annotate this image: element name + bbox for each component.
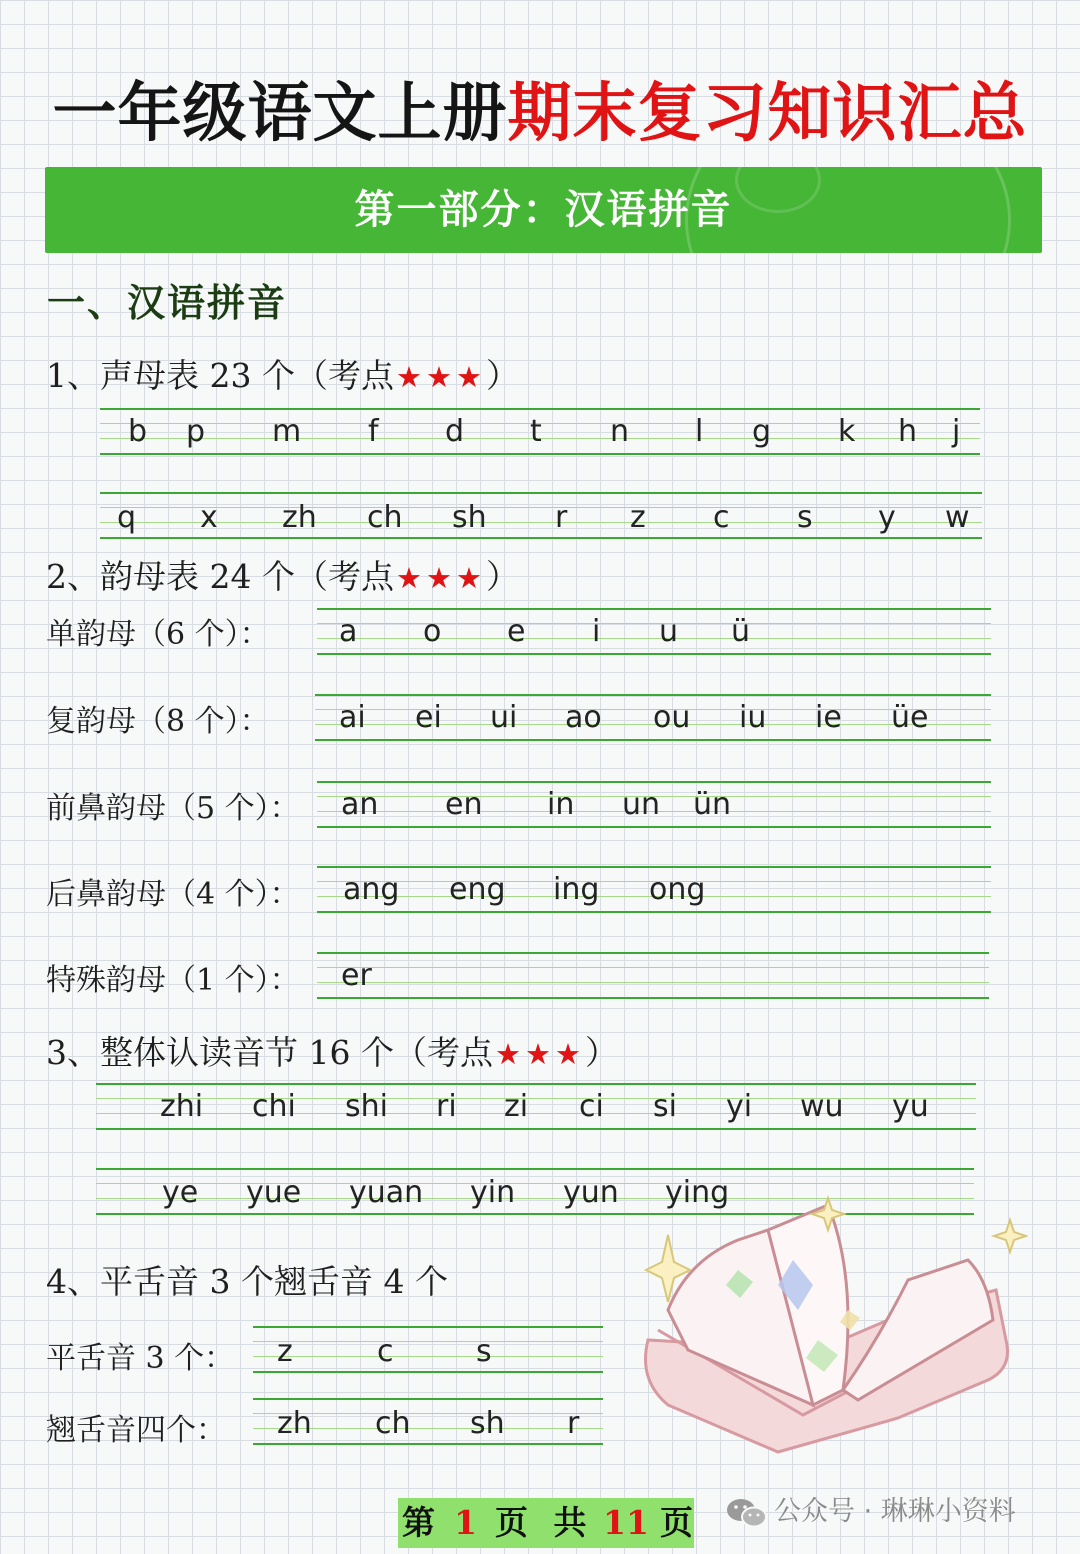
pinyin-item: d (445, 414, 465, 449)
finals-back-nasal-label: 后鼻韵母（4 个）： (46, 877, 300, 912)
q3-heading-end: ） (584, 1033, 618, 1072)
pinyin-item: n (610, 414, 630, 449)
pinyin-item: l (695, 414, 704, 449)
pinyin-item: ri (436, 1089, 457, 1124)
q1-heading-end: ） (485, 356, 519, 395)
pinyin-item: b (128, 414, 148, 449)
q2-heading-end: ） (485, 557, 519, 596)
pinyin-item: ang (343, 872, 400, 907)
pinyin-item: s (797, 500, 813, 535)
q3-heading-text: 3、整体认读音节 16 个（考点 (46, 1033, 493, 1072)
finals-special-label: 特殊韵母（1 个）： (46, 963, 300, 998)
page-middle: 页 共 (495, 1503, 587, 1542)
pinyin-item: er (341, 958, 372, 993)
finals-compound-label: 复韵母（8 个）： (46, 704, 270, 739)
pinyin-item: ch (367, 500, 403, 535)
pinyin-item: ch (375, 1406, 411, 1441)
pinyin-item: zh (282, 500, 317, 535)
pinyin-item: k (838, 414, 856, 449)
retroflex-label: 翘舌音四个： (46, 1413, 226, 1448)
pinyin-item: c (377, 1334, 394, 1369)
part-banner (45, 167, 1042, 253)
open-book-illustration (628, 1190, 1028, 1470)
pinyin-item: zi (504, 1089, 529, 1124)
retroflex-lines (253, 1398, 603, 1446)
pinyin-item: ie (815, 700, 842, 735)
page-total: 11 (603, 1503, 649, 1542)
finals-special-lines (317, 952, 989, 1000)
pinyin-item: zhi (160, 1089, 204, 1124)
title-part1: 一年级语文上册 (52, 76, 508, 151)
pinyin-item: shi (345, 1089, 388, 1124)
pinyin-item: ing (553, 872, 600, 907)
q1-heading (46, 350, 519, 397)
pinyin-item: u (659, 614, 679, 649)
q2-stars-icon: ★★★ (395, 561, 486, 595)
pinyin-item: chi (252, 1089, 296, 1124)
pinyin-item: ao (565, 700, 602, 735)
pinyin-item: ün (693, 787, 732, 822)
page-title (0, 62, 1080, 154)
watermark-text: 公众号 · 琳琳小资料 (774, 1496, 1016, 1527)
pinyin-item: i (592, 614, 601, 649)
finals-simple-label: 单韵母（6 个）： (46, 617, 270, 652)
pinyin-item: o (423, 614, 442, 649)
pinyin-item: c (713, 500, 730, 535)
pinyin-item: a (339, 614, 358, 649)
q1-stars-icon: ★★★ (395, 360, 486, 394)
pinyin-item: yi (726, 1089, 753, 1124)
pinyin-item: h (898, 414, 918, 449)
pinyin-item: un (622, 787, 661, 822)
pinyin-item: j (952, 414, 961, 449)
page-current: 1 (454, 1503, 477, 1542)
pinyin-item: ei (415, 700, 442, 735)
pinyin-item: x (200, 500, 218, 535)
flat-tongue-label: 平舌音 3 个： (46, 1341, 235, 1376)
pinyin-item: t (530, 414, 542, 449)
pinyin-item: z (630, 500, 646, 535)
pinyin-item: p (186, 414, 206, 449)
q2-heading (46, 551, 519, 598)
pinyin-item: ai (339, 700, 366, 735)
watermark (726, 1492, 1016, 1532)
pinyin-item: z (277, 1334, 293, 1369)
finals-compound-lines (315, 694, 991, 742)
pinyin-item: en (445, 787, 483, 822)
pinyin-item: e (507, 614, 526, 649)
pinyin-item: ye (162, 1175, 199, 1210)
page-suffix: 页 (660, 1503, 693, 1542)
pinyin-item: yun (563, 1175, 619, 1210)
pinyin-item: r (567, 1406, 580, 1441)
pinyin-item: in (547, 787, 575, 822)
finals-front-nasal-label: 前鼻韵母（5 个）： (46, 791, 300, 826)
banner-title: 第一部分：汉语拼音 (354, 186, 733, 233)
pinyin-item: üe (891, 700, 929, 735)
q1-row2-lines (100, 492, 982, 540)
pinyin-item: sh (452, 500, 487, 535)
q3-row1-lines (96, 1083, 976, 1131)
pinyin-item: sh (470, 1406, 505, 1441)
pinyin-item: eng (449, 872, 506, 907)
pinyin-item: yu (892, 1089, 929, 1124)
pinyin-item: y (878, 500, 896, 535)
pinyin-item: zh (277, 1406, 312, 1441)
pinyin-item: w (945, 500, 970, 535)
pinyin-item: yin (470, 1175, 516, 1210)
pinyin-item: an (341, 787, 379, 822)
flat-tongue-lines (253, 1326, 603, 1374)
pinyin-item: yuan (349, 1175, 424, 1210)
finals-simple-lines (317, 608, 991, 656)
pinyin-item: ui (490, 700, 518, 735)
pinyin-item: yue (246, 1175, 302, 1210)
pinyin-item: iu (739, 700, 767, 735)
pinyin-item: q (117, 500, 137, 535)
q2-heading-text: 2、韵母表 24 个（考点 (46, 557, 394, 596)
title-part2: 期末复习知识汇总 (507, 76, 1028, 151)
q3-heading (46, 1027, 618, 1074)
pinyin-item: wu (800, 1089, 844, 1124)
pinyin-item: m (272, 414, 302, 449)
page-prefix: 第 (402, 1503, 435, 1542)
q3-stars-icon: ★★★ (494, 1037, 585, 1071)
finals-front-nasal-lines (317, 781, 991, 829)
pinyin-item: ong (649, 872, 706, 907)
pinyin-item: s (476, 1334, 492, 1369)
pinyin-item: ying (665, 1175, 730, 1210)
pinyin-item: ü (731, 614, 751, 649)
pinyin-item: g (752, 414, 772, 449)
pinyin-item: f (368, 414, 379, 449)
finals-back-nasal-lines (317, 866, 991, 914)
q4-heading: 4、平舌音 3 个翘舌音 4 个 (46, 1262, 448, 1301)
page-indicator (398, 1498, 694, 1548)
q1-row1-lines (100, 408, 980, 456)
pinyin-item: si (653, 1089, 677, 1124)
wechat-icon (726, 1496, 768, 1530)
pinyin-item: ou (653, 700, 691, 735)
pinyin-item: r (555, 500, 568, 535)
pinyin-item: ci (579, 1089, 604, 1124)
section-title: 一、汉语拼音 (47, 280, 288, 325)
q1-heading-text: 1、声母表 23 个（考点 (46, 356, 394, 395)
